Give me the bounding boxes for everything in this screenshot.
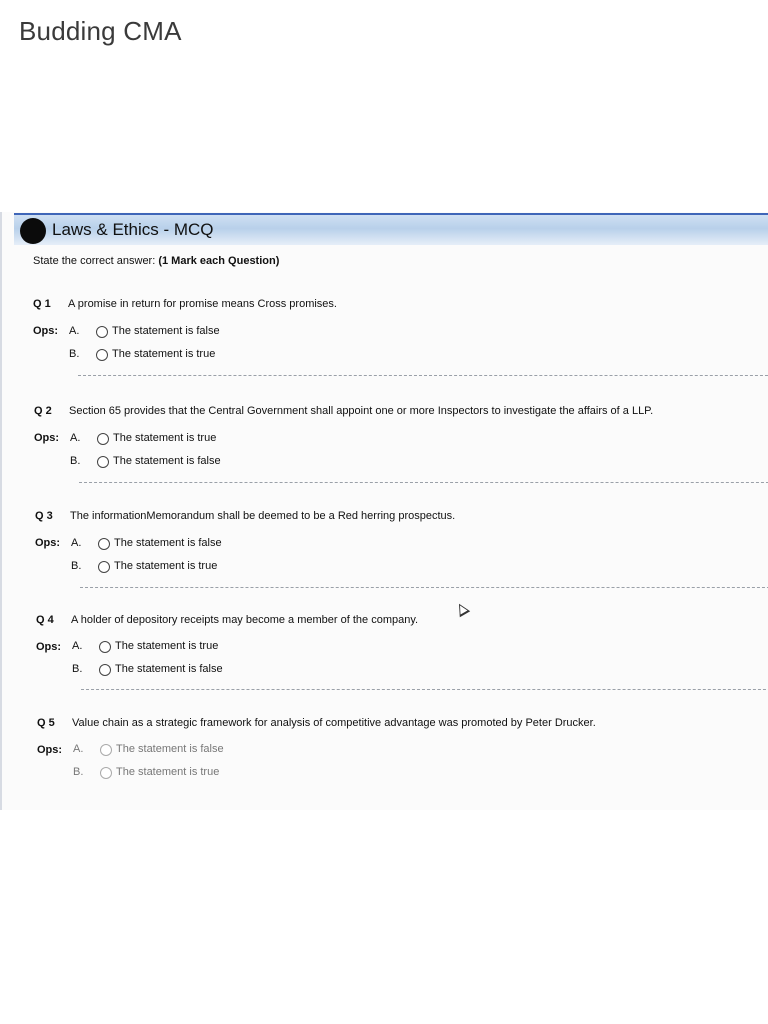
question-number: Q 1 xyxy=(33,298,51,310)
radio-button[interactable] xyxy=(99,664,111,676)
panel-header xyxy=(14,213,768,245)
radio-button[interactable] xyxy=(98,561,110,573)
question-4 xyxy=(36,614,768,714)
option-text: The statement is true xyxy=(115,640,219,652)
instruction-text xyxy=(33,255,279,267)
option-letter: B. xyxy=(73,766,84,778)
option-text: The statement is true xyxy=(112,348,216,360)
question-text: Section 65 provides that the Central Government shall appoint one or more Inspectors to investigate the affairs of a LLP. xyxy=(69,405,654,417)
radio-button[interactable] xyxy=(97,456,109,468)
question-5 xyxy=(37,717,768,817)
question-text: A promise in return for promise means Cross promises. xyxy=(68,298,337,310)
option-letter: A. xyxy=(73,743,84,755)
option-letter: B. xyxy=(70,455,81,467)
question-2 xyxy=(34,405,768,505)
panel-title: Laws & Ethics - MCQ xyxy=(52,220,214,239)
option-text: The statement is false xyxy=(113,455,221,467)
question-number: Q 5 xyxy=(37,717,55,729)
instruction-prefix: State the correct answer: xyxy=(33,255,159,267)
instruction-marks: (1 Mark each Question) xyxy=(158,255,280,267)
radio-button[interactable] xyxy=(100,767,112,779)
question-divider xyxy=(79,482,768,483)
option-text: The statement is false xyxy=(115,663,223,675)
option-text: The statement is true xyxy=(114,560,218,572)
option-text: The statement is false xyxy=(112,325,220,337)
question-3 xyxy=(35,510,768,610)
question-number: Q 2 xyxy=(34,405,52,417)
option-letter: A. xyxy=(71,537,82,549)
question-divider xyxy=(78,375,768,376)
option-letter: B. xyxy=(71,560,82,572)
ops-label: Ops: xyxy=(33,325,59,337)
radio-button[interactable] xyxy=(98,538,110,550)
option-letter: A. xyxy=(69,325,80,337)
option-text: The statement is true xyxy=(113,432,217,444)
option-text: The statement is false xyxy=(116,743,224,755)
question-divider xyxy=(81,689,768,690)
radio-button[interactable] xyxy=(96,349,108,361)
question-divider xyxy=(80,587,768,588)
radio-button[interactable] xyxy=(96,326,108,338)
ops-label: Ops: xyxy=(36,641,62,653)
option-letter: B. xyxy=(69,348,80,360)
quiz-panel xyxy=(0,212,768,810)
ops-label: Ops: xyxy=(35,537,61,549)
option-text: The statement is true xyxy=(116,766,220,778)
header-circle-icon xyxy=(20,218,46,244)
option-text: The statement is false xyxy=(114,537,222,549)
question-text: A holder of depository receipts may become a member of the company. xyxy=(71,614,419,626)
radio-button[interactable] xyxy=(97,433,109,445)
ops-label: Ops: xyxy=(37,744,63,756)
question-1 xyxy=(33,298,768,398)
ops-label: Ops: xyxy=(34,432,60,444)
site-title: Budding CMA xyxy=(19,16,182,46)
option-letter: A. xyxy=(72,640,83,652)
question-number: Q 3 xyxy=(35,510,53,522)
option-letter: A. xyxy=(70,432,81,444)
question-text: Value chain as a strategic framework for analysis of competitive advantage was promoted by Peter Drucker. xyxy=(72,717,596,729)
radio-button[interactable] xyxy=(100,744,112,756)
question-number: Q 4 xyxy=(36,614,54,626)
radio-button[interactable] xyxy=(99,641,111,653)
question-text: The informationMemorandum shall be deemed to be a Red herring prospectus. xyxy=(70,510,456,522)
option-letter: B. xyxy=(72,663,83,675)
